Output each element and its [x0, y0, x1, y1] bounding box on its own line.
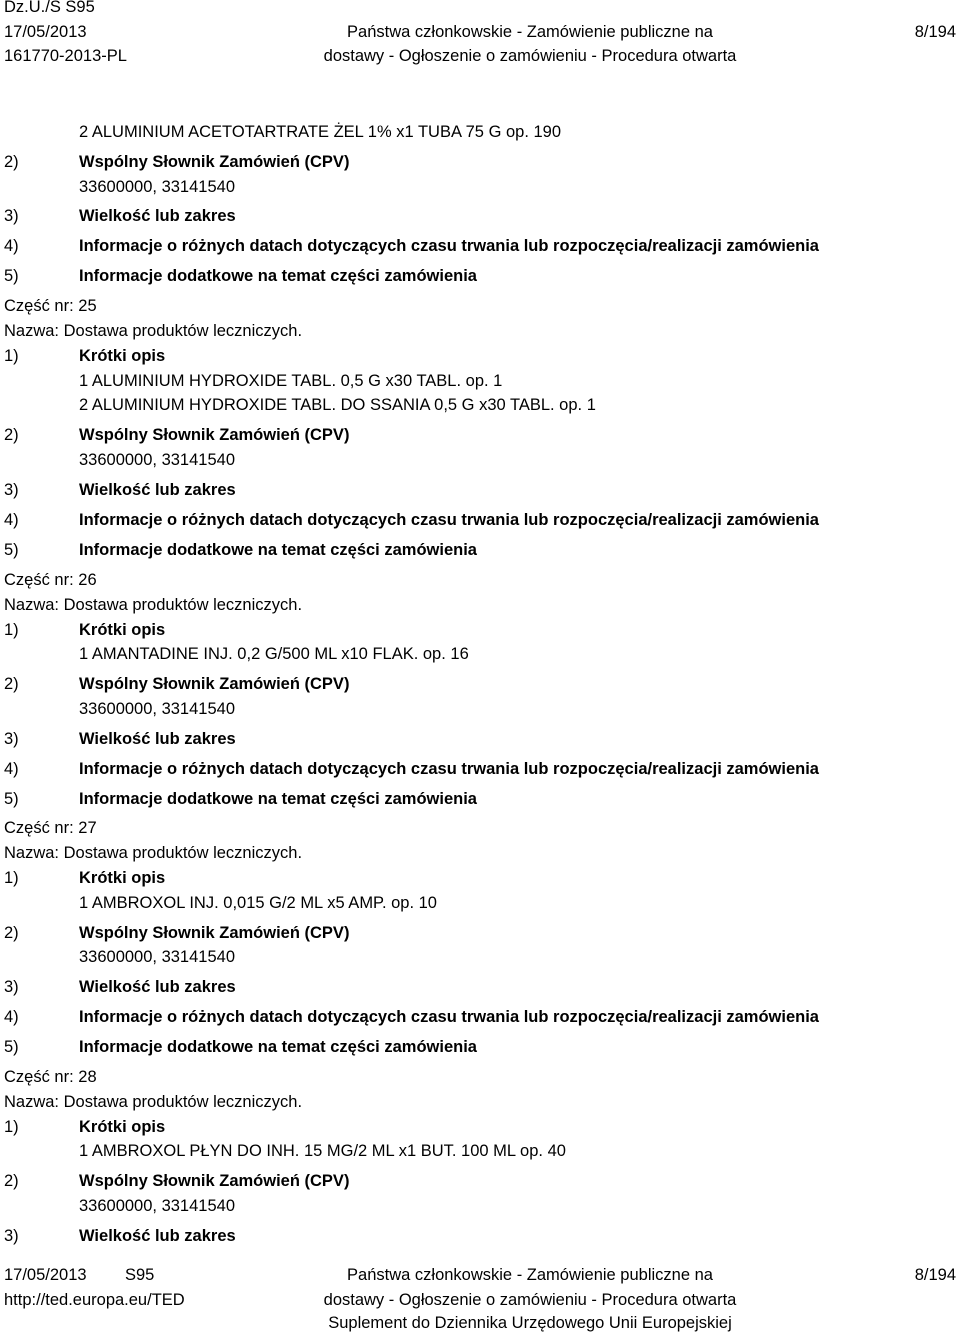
intro-extra-num: 5)	[4, 267, 19, 285]
cpv-label: Wspólny Słownik Zamówień (CPV)	[79, 924, 350, 942]
size-num: 3)	[4, 481, 19, 499]
cpv-num: 2)	[4, 924, 19, 942]
desc-line: 2 ALUMINIUM HYDROXIDE TABL. DO SSANIA 0,5 G x30 TABL. op. 1	[79, 396, 596, 414]
footer-series: S95	[125, 1266, 155, 1284]
part-name: Nazwa: Dostawa produktów leczniczych.	[4, 1093, 303, 1111]
extra-num: 5)	[4, 790, 19, 808]
desc-line: 1 ALUMINIUM HYDROXIDE TABL. 0,5 G x30 TABL. op. 1	[79, 372, 503, 390]
part-name: Nazwa: Dostawa produktów leczniczych.	[4, 844, 303, 862]
part-number: Część nr: 26	[4, 571, 97, 589]
cpv-num: 2)	[4, 1172, 19, 1190]
footer-date: 17/05/2013	[4, 1266, 87, 1284]
desc-num: 1)	[4, 347, 19, 365]
desc-num: 1)	[4, 869, 19, 887]
cpv-codes: 33600000, 33141540	[79, 700, 235, 718]
desc-label: Krótki opis	[79, 621, 166, 639]
part-name: Nazwa: Dostawa produktów leczniczych.	[4, 322, 303, 340]
intro-cpv-codes: 33600000, 33141540	[79, 178, 235, 196]
dates-num: 4)	[4, 511, 19, 529]
part-number: Część nr: 25	[4, 297, 97, 315]
cpv-num: 2)	[4, 426, 19, 444]
intro-extra-label: Informacje dodatkowe na temat części zamówienia	[79, 267, 477, 285]
part-number: Część nr: 28	[4, 1068, 97, 1086]
desc-label: Krótki opis	[79, 869, 166, 887]
cpv-label: Wspólny Słownik Zamówień (CPV)	[79, 426, 350, 444]
cpv-codes: 33600000, 33141540	[79, 948, 235, 966]
header-journal: Dz.U./S S95	[4, 0, 95, 16]
part-number: Część nr: 27	[4, 819, 97, 837]
size-num: 3)	[4, 1227, 19, 1245]
desc-label: Krótki opis	[79, 1118, 166, 1136]
desc-num: 1)	[4, 1118, 19, 1136]
desc-label: Krótki opis	[79, 347, 166, 365]
desc-num: 1)	[4, 621, 19, 639]
footer-title-line2: dostawy - Ogłoszenie o zamówieniu - Procedura otwarta	[323, 1291, 737, 1309]
dates-label: Informacje o różnych datach dotyczących czasu trwania lub rozpoczęcia/realizacji zamówienia	[79, 1008, 819, 1026]
size-num: 3)	[4, 978, 19, 996]
extra-label: Informacje dodatkowe na temat części zamówienia	[79, 541, 477, 559]
dates-label: Informacje o różnych datach dotyczących czasu trwania lub rozpoczęcia/realizacji zamówienia	[79, 760, 819, 778]
intro-dates-label: Informacje o różnych datach dotyczących czasu trwania lub rozpoczęcia/realizacji zamówienia	[79, 237, 819, 255]
desc-line: 1 AMBROXOL PŁYN DO INH. 15 MG/2 ML x1 BUT. 100 ML op. 40	[79, 1142, 566, 1160]
intro-desc-line: 2 ALUMINIUM ACETOTARTRATE ŻEL 1% x1 TUBA 75 G op. 190	[79, 123, 562, 141]
intro-cpv-label: Wspólny Słownik Zamówień (CPV)	[79, 153, 350, 171]
footer-title-line3: Suplement do Dziennika Urzędowego Unii Europejskiej	[328, 1314, 732, 1332]
dates-label: Informacje o różnych datach dotyczących czasu trwania lub rozpoczęcia/realizacji zamówienia	[79, 511, 819, 529]
header-doc-id: 161770-2013-PL	[4, 47, 127, 65]
intro-cpv-num: 2)	[4, 153, 19, 171]
dates-num: 4)	[4, 1008, 19, 1026]
cpv-codes: 33600000, 33141540	[79, 1197, 235, 1215]
part-name: Nazwa: Dostawa produktów leczniczych.	[4, 596, 303, 614]
header-title-line1: Państwa członkowskie - Zamówienie publiczne na	[347, 23, 713, 41]
header-date: 17/05/2013	[4, 23, 87, 41]
intro-size-label: Wielkość lub zakres	[79, 207, 236, 225]
footer-url[interactable]: http://ted.europa.eu/TED	[4, 1291, 185, 1309]
dates-num: 4)	[4, 760, 19, 778]
cpv-label: Wspólny Słownik Zamówień (CPV)	[79, 675, 350, 693]
header-page-number: 8/194	[914, 23, 956, 41]
size-label: Wielkość lub zakres	[79, 730, 236, 748]
desc-line: 1 AMBROXOL INJ. 0,015 G/2 ML x5 AMP. op. 10	[79, 894, 437, 912]
cpv-num: 2)	[4, 675, 19, 693]
intro-dates-num: 4)	[4, 237, 19, 255]
extra-label: Informacje dodatkowe na temat części zamówienia	[79, 790, 477, 808]
size-label: Wielkość lub zakres	[79, 481, 236, 499]
size-label: Wielkość lub zakres	[79, 1227, 236, 1245]
header-title-line2: dostawy - Ogłoszenie o zamówieniu - Procedura otwarta	[323, 47, 737, 65]
intro-size-num: 3)	[4, 207, 19, 225]
extra-num: 5)	[4, 1038, 19, 1056]
desc-line: 1 AMANTADINE INJ. 0,2 G/500 ML x10 FLAK. op. 16	[79, 645, 469, 663]
footer-page-number: 8/194	[914, 1266, 956, 1284]
size-num: 3)	[4, 730, 19, 748]
cpv-codes: 33600000, 33141540	[79, 451, 235, 469]
extra-num: 5)	[4, 541, 19, 559]
footer-title-line1: Państwa członkowskie - Zamówienie publiczne na	[347, 1266, 713, 1284]
size-label: Wielkość lub zakres	[79, 978, 236, 996]
extra-label: Informacje dodatkowe na temat części zamówienia	[79, 1038, 477, 1056]
cpv-label: Wspólny Słownik Zamówień (CPV)	[79, 1172, 350, 1190]
